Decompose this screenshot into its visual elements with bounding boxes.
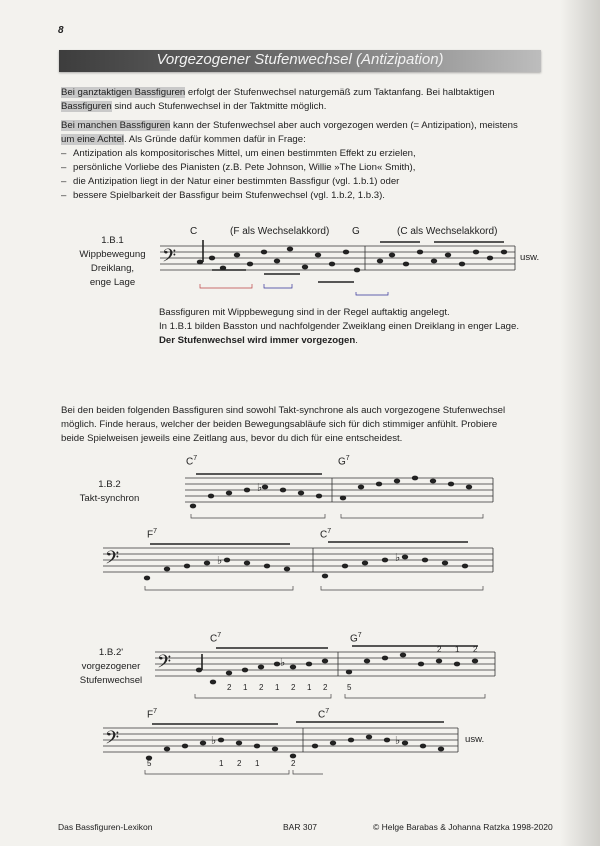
label-line: 1.B.2 (98, 479, 121, 490)
bass-clef-icon: 𝄢 (105, 548, 120, 573)
footer-code: BAR 307 (283, 822, 318, 832)
flat-icon: ♭ (257, 482, 263, 494)
svg-text:1: 1 (455, 645, 460, 654)
section-title: Vorgezogener Stufenwechsel (Antizipation) (156, 51, 444, 68)
music-staff-1b2-row2 (103, 540, 498, 595)
chord-symbol: $C^7$ (186, 455, 198, 468)
chord-symbol: $F^7$ (147, 708, 158, 721)
note-heads (196, 653, 478, 685)
note-heads (144, 555, 468, 581)
note-heads (190, 476, 472, 509)
section2-paragraph (61, 404, 546, 446)
paragraph-line: beide Spielweisen jeweils eine Zeitlang aus, bevor du dich für eine entscheidest. (61, 433, 403, 444)
intro-paragraph-2 (61, 119, 546, 203)
list-item: – Antizipation als kompositorisches Mittel, um einen bestimmten Effekt zu erzielen, (61, 147, 546, 161)
list-item: – persönliche Vorliebe des Pianisten (z.B. Pete Johnson, Willie »The Lion« Smith), (61, 161, 546, 175)
svg-text:2: 2 (473, 645, 478, 654)
svg-text:2: 2 (237, 759, 242, 768)
flat-icon: ♭ (217, 555, 223, 567)
svg-text:2: 2 (291, 759, 296, 768)
example-label-1b2 (72, 478, 147, 506)
label-line: 1.B.2' (98, 647, 124, 658)
footer-copyright: © Helge Barabas & Johanna Ratzka 1998-2020 (373, 822, 553, 832)
svg-text:1: 1 (275, 683, 280, 692)
intro-text: . Als Gründe dafür kommen dafür in Frage: (123, 134, 306, 145)
chord-symbol: G (352, 226, 360, 237)
label-line: Takt-synchron (79, 493, 140, 504)
svg-text:1: 1 (255, 759, 260, 768)
svg-text:2: 2 (323, 683, 328, 692)
svg-text:1: 1 (219, 759, 224, 768)
chord-symbol: (F als Wechselakkord) (230, 226, 330, 237)
example-1b1-explanation (159, 306, 549, 348)
chord-symbol: $C^7$ (320, 528, 332, 541)
chord-symbol: $G^7$ (338, 455, 350, 468)
bass-clef-icon: 𝄢 (162, 246, 177, 271)
label-line: Wippbewegung (79, 249, 146, 260)
chord-symbol: $C^7$ (318, 708, 330, 721)
list-item: – die Antizipation liegt in der Natur einer bestimmten Bassfigur (vgl. 1.b.1) oder (61, 175, 546, 189)
label-line: vorgezogener (81, 661, 141, 672)
chord-symbol: $G^7$ (350, 632, 362, 645)
svg-text:2: 2 (291, 683, 296, 692)
section-title-bar (59, 50, 541, 72)
svg-text:5: 5 (347, 683, 352, 692)
footer-book-title: Das Bassfiguren-Lexikon (58, 822, 153, 832)
emphasis-text: Der Stufenwechsel wird immer vorgezogen (159, 335, 356, 346)
example-label-1b2-prime (72, 646, 150, 688)
binding-gutter (560, 0, 600, 846)
reason-list (61, 147, 546, 203)
highlight-text: Bei manchen Bassfiguren (61, 120, 171, 131)
list-item: – bessere Spielbarkeit der Bassfigur beim Stufenwechsel (vgl. 1.b.2, 1.b.3). (61, 189, 546, 203)
explanation-line: . (355, 335, 358, 346)
flat-icon: ♭ (280, 657, 286, 669)
flat-icon: ♭ (395, 552, 401, 564)
explanation-line: In 1.B.1 bilden Basston und nachfolgender Zweiklang einen Dreiklang in enger Lage. (159, 321, 520, 332)
bass-clef-icon: 𝄢 (157, 652, 172, 677)
svg-text:1: 1 (243, 683, 248, 692)
chord-symbol: (C als Wechselakkord) (397, 226, 498, 237)
music-staff-1b1 (160, 238, 520, 296)
intro-text: sind auch Stufenwechsel in der Taktmitte möglich. (111, 101, 327, 112)
bass-clef-icon: 𝄢 (105, 728, 120, 753)
intro-text: kann der Stufenwechsel aber auch vorgezogen werden (= Antizipation), meistens (170, 120, 518, 131)
fingering-numbers (147, 759, 296, 768)
music-staff-1b2-row1 (185, 470, 497, 525)
chord-symbol: $F^7$ (147, 528, 158, 541)
intro-paragraph-1 (61, 86, 546, 114)
example-label-1b1 (70, 234, 155, 290)
flat-icon: ♭ (395, 735, 401, 747)
chord-symbol: C (190, 226, 198, 237)
label-line: 1.B.1 (101, 235, 124, 246)
highlight-text: Bei ganztaktigen Bassfiguren (61, 87, 186, 98)
svg-text:2: 2 (227, 683, 232, 692)
music-staff-1b2-prime-row1 (155, 644, 500, 702)
usw-text: usw. (520, 252, 540, 263)
explanation-line: Bassfiguren mit Wippbewegung sind in der Regel auftaktig angelegt. (159, 307, 450, 318)
note-heads (197, 247, 507, 273)
label-line: Stufenwechsel (79, 675, 143, 686)
svg-text:2: 2 (437, 645, 442, 654)
music-staff-1b2-prime-row2 (103, 720, 463, 778)
paragraph-line: Bei den beiden folgenden Bassfiguren sind sowohl Takt-synchrone als auch vorgezogene Stufenwechsel (61, 405, 506, 416)
highlight-text: um eine Achtel (61, 134, 124, 145)
svg-text:1: 1 (307, 683, 312, 692)
highlight-text: Bassfiguren (61, 101, 112, 112)
svg-text:5: 5 (147, 759, 152, 768)
label-line: enge Lage (89, 277, 136, 288)
page-number: 8 (58, 25, 64, 36)
paragraph-line: möglich. Finde heraus, welcher der beiden Bewegungsabläufe sich für dich stimmiger anfühlt. Probiere (61, 419, 498, 430)
usw-text: usw. (465, 734, 485, 745)
label-line: Dreiklang, (90, 263, 135, 274)
svg-text:2: 2 (259, 683, 264, 692)
chord-symbol: $C^7$ (210, 632, 222, 645)
flat-icon: ♭ (211, 735, 217, 747)
intro-text: erfolgt der Stufenwechsel naturgemäß zum Taktanfang. Bei halbtaktigen (185, 87, 495, 98)
